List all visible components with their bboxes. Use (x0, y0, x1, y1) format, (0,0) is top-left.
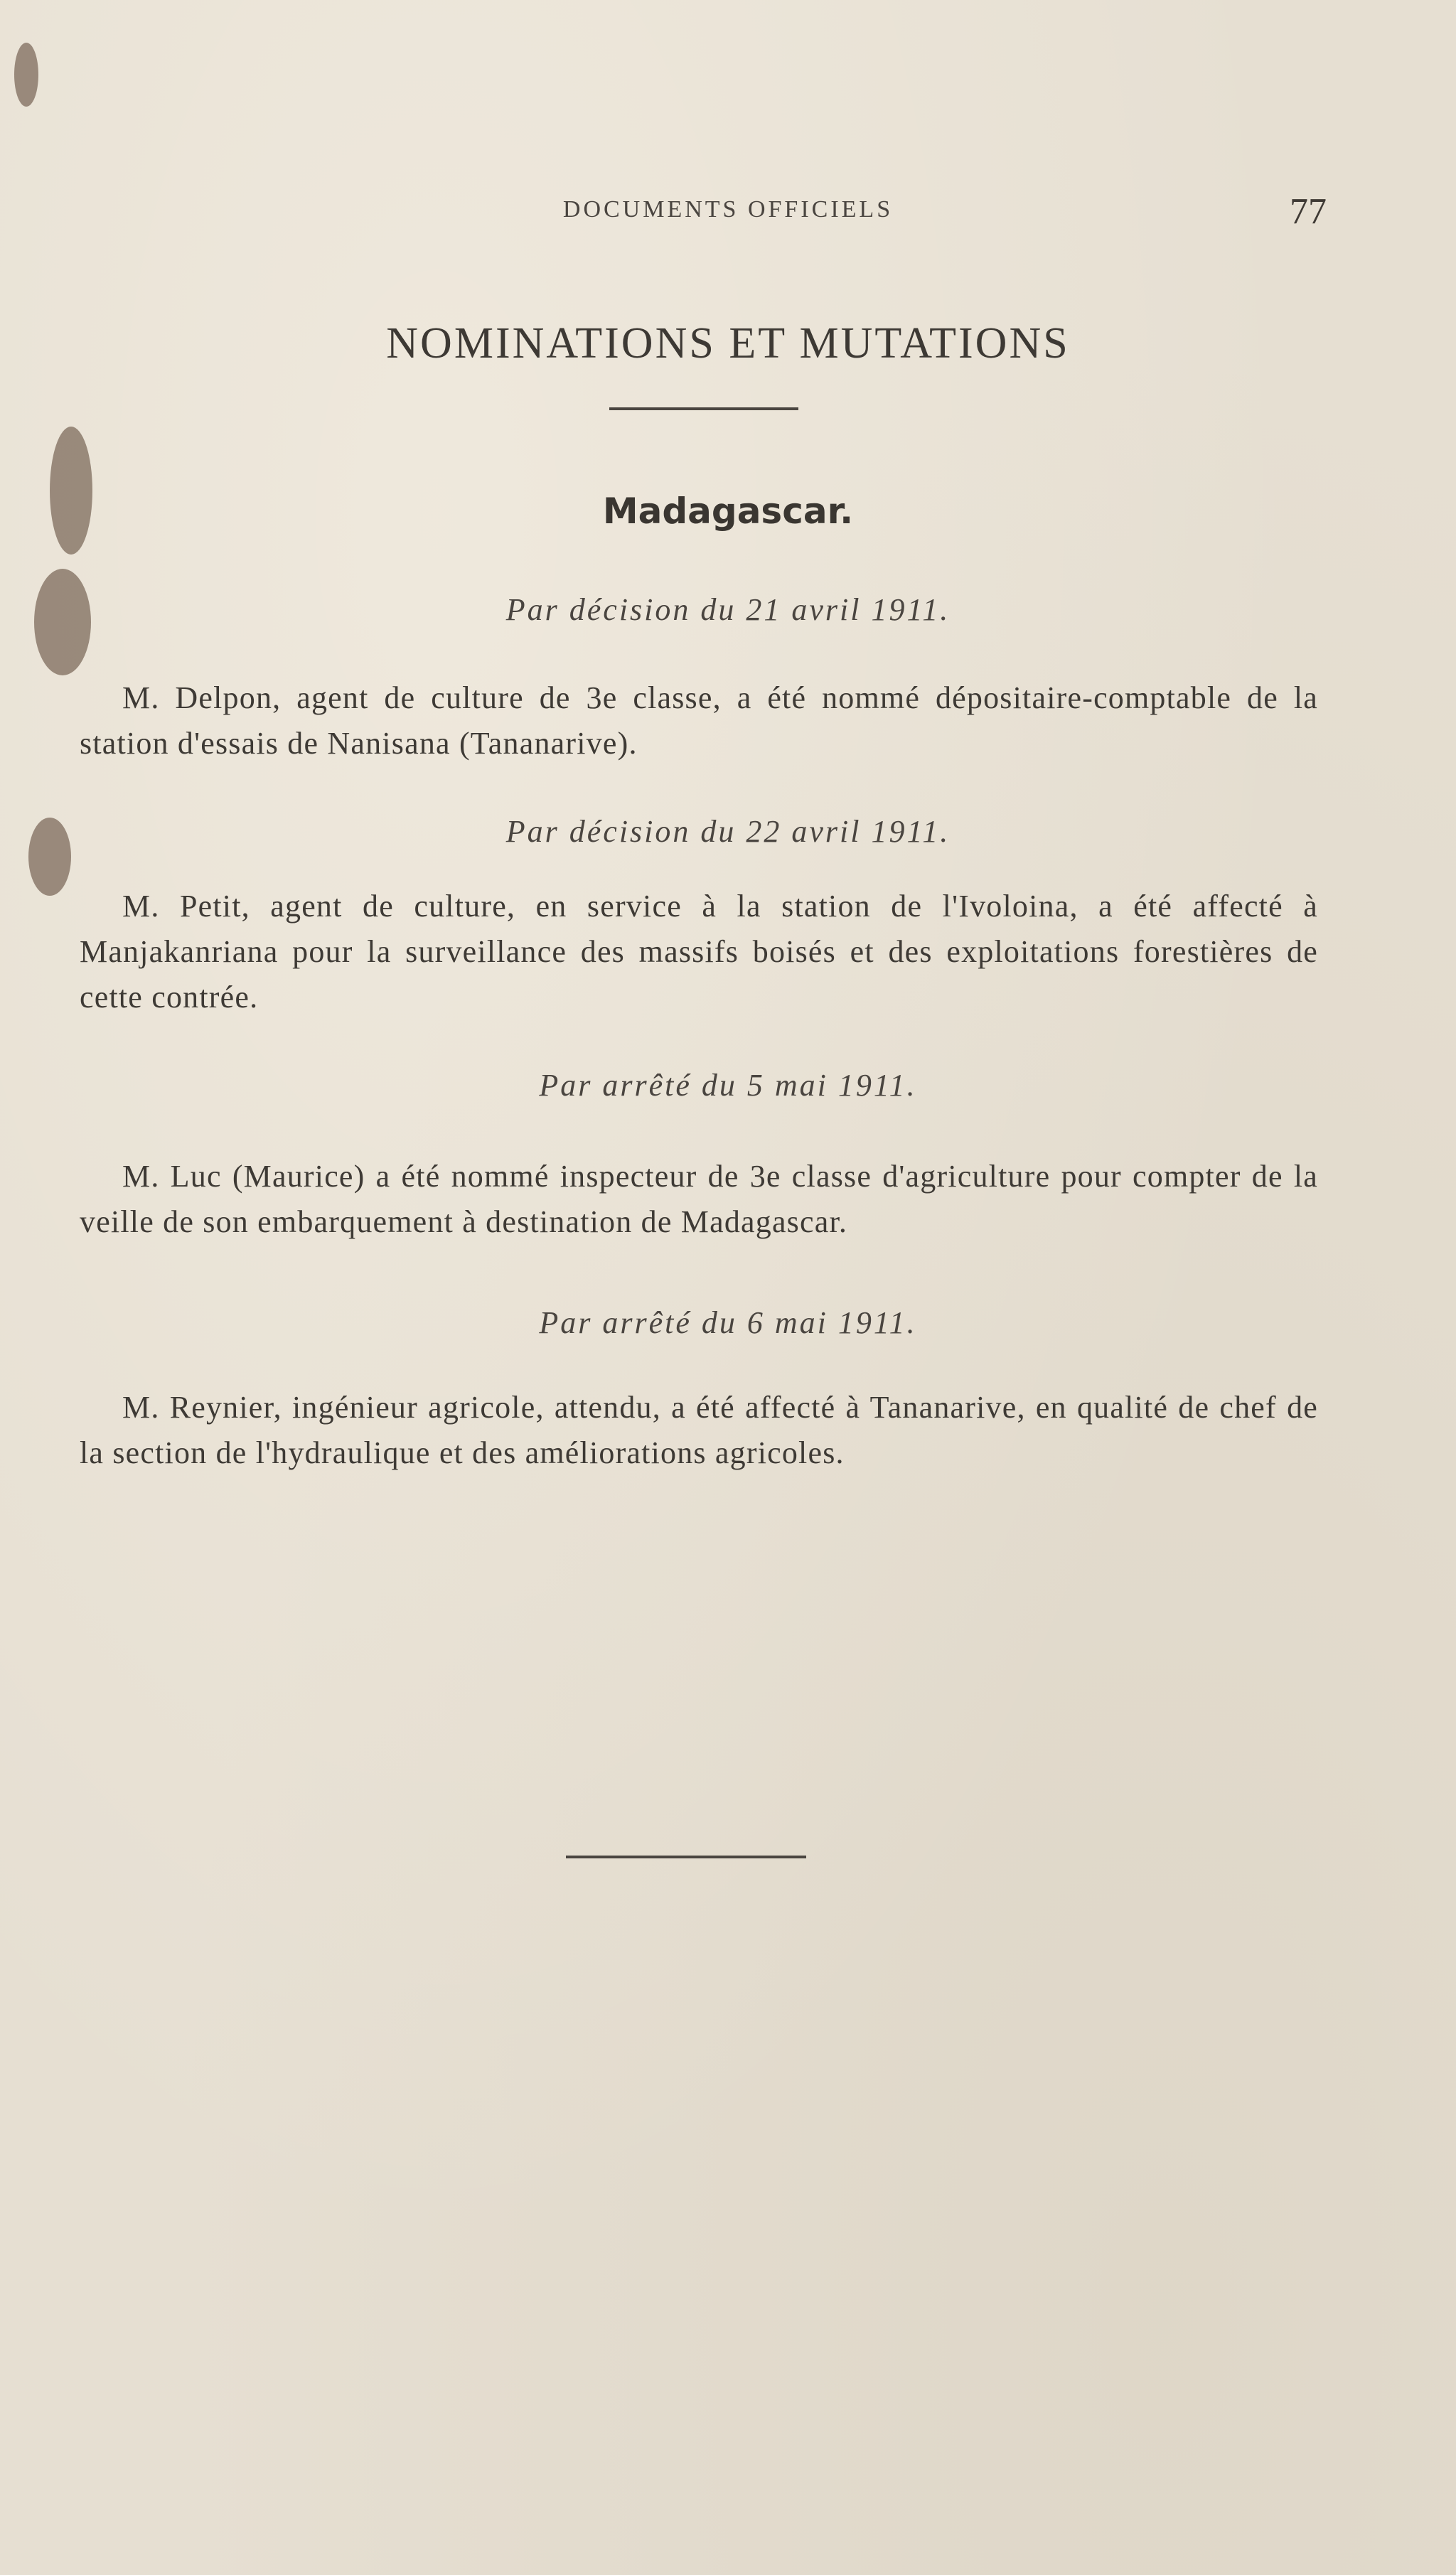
entry-paragraph-3: M. Luc (Maurice) a été nommé inspecteur de 3e classe d'agriculture pour compter de la veille de son embarquement à destination de Madagascar. (80, 1159, 1318, 1239)
region-heading: Madagascar. (602, 491, 854, 532)
page-number: 77 (1290, 191, 1327, 232)
decision-heading-3: Par arrêté du 5 mai 1911. (539, 1068, 917, 1103)
decision-heading-1: Par décision du 21 avril 1911. (505, 592, 951, 627)
decision-heading-2: Par décision du 22 avril 1911. (505, 814, 951, 849)
entry-paragraph-2: M. Petit, agent de culture, en service à la station de l'Ivoloina, a été affecté à Manjakanriana pour la surveillance des massifs boisés et des exploitations forestières de cette contrée. (80, 889, 1318, 1015)
ink-stain-decoration (14, 43, 38, 107)
entry-paragraph-1: M. Delpon, agent de culture de 3e classe, a été nommé dépositaire-comptable de la station d'essais de Nanisana (Tananarive). (80, 680, 1318, 761)
decision-heading-4: Par arrêté du 6 mai 1911. (539, 1305, 917, 1340)
section-title: NOMINATIONS ET MUTATIONS (386, 319, 1070, 368)
running-head: DOCUMENTS OFFICIELS (562, 196, 894, 223)
title-rule (609, 407, 798, 410)
page-header (0, 191, 1456, 233)
end-rule (566, 1856, 806, 1858)
entry-paragraph-4: M. Reynier, ingénieur agricole, attendu, a été affecté à Tananarive, en qualité de chef de la section de l'hydraulique et des améliorations agricoles. (80, 1390, 1318, 1470)
